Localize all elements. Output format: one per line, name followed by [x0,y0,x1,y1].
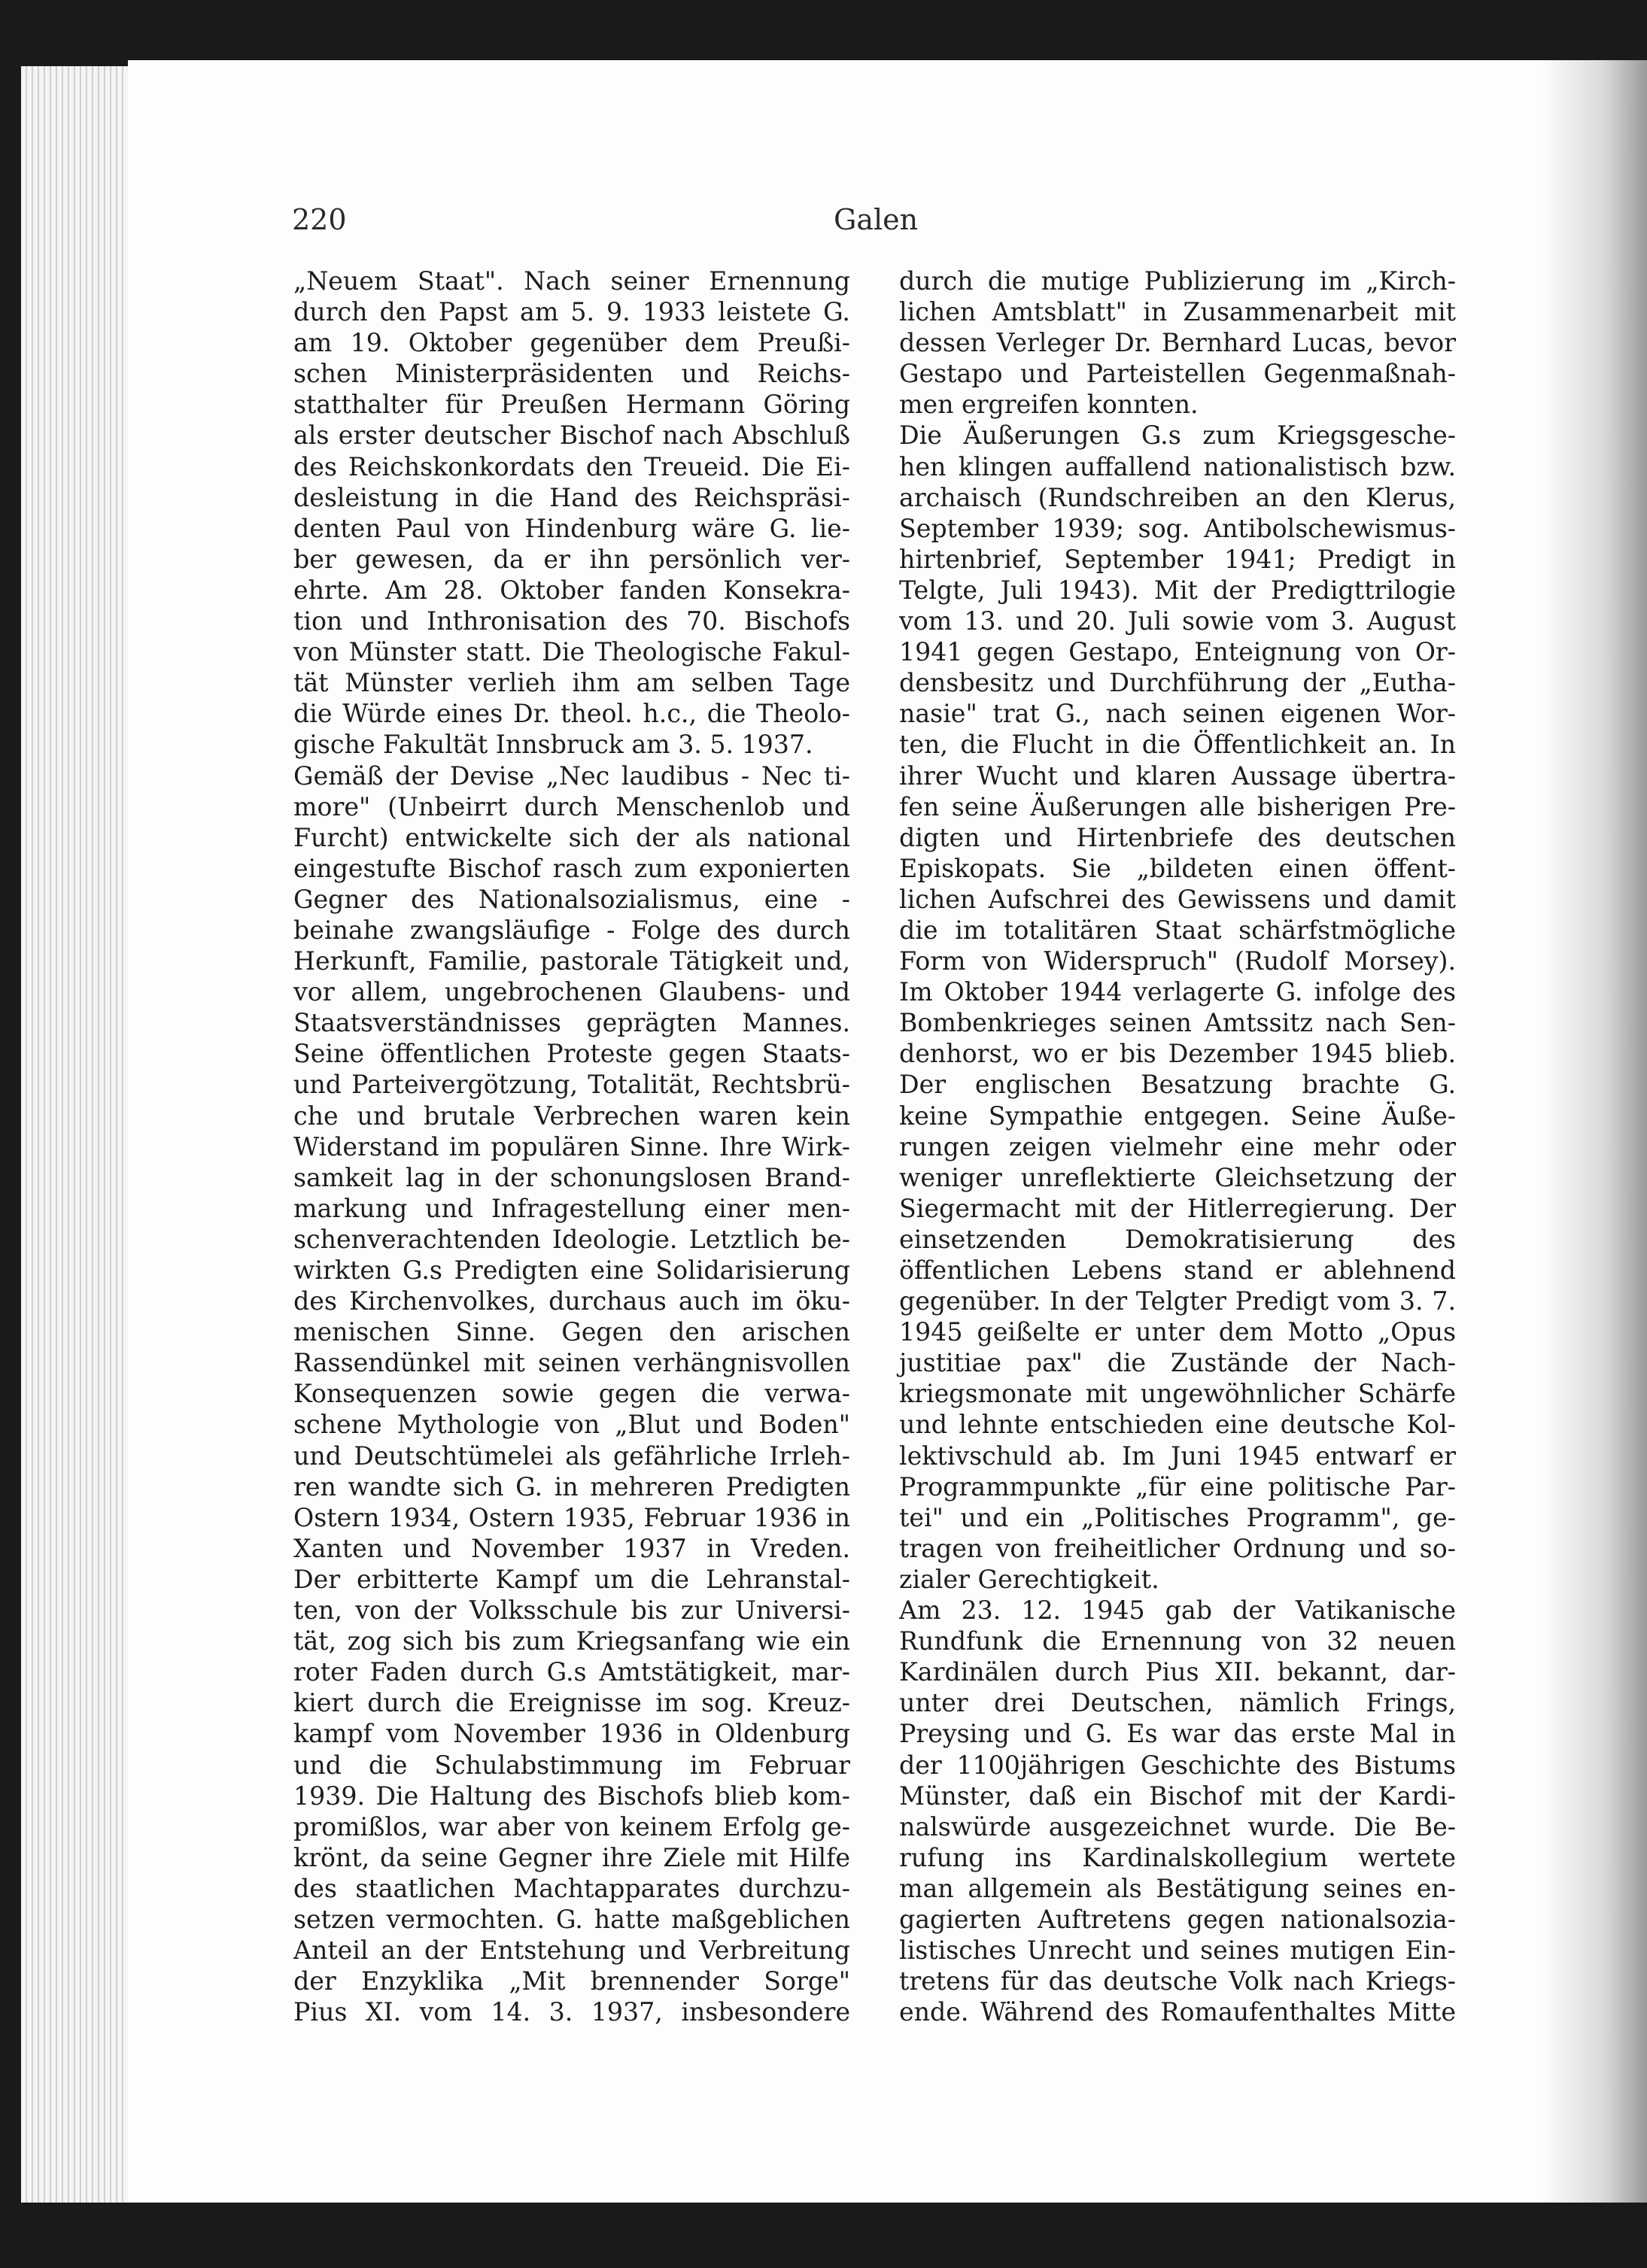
text-line: ber gewesen, da er ihn persönlich ver- [293,544,850,574]
text-line: Ostern 1934, Ostern 1935, Februar 1936 in [293,1502,850,1532]
text-line: 1945 geißelte er unter dem Motto „Opus [899,1317,1456,1347]
text-line: Bombenkrieges seinen Amtssitz nach Sen- [899,1008,1456,1038]
text-line: man allgemein als Bestätigung seines en- [899,1873,1456,1903]
text-line: digten und Hirtenbriefe des deutschen [899,822,1456,852]
text-line: schenverachtenden Ideologie. Letztlich be- [293,1224,850,1254]
text-line: ten, von der Volksschule bis zur Universi- [293,1595,850,1626]
text-line: Rassendünkel mit seinen verhängnisvollen [293,1348,850,1378]
right-text-column [899,266,1456,2027]
text-line: ende. Während des Romaufenthaltes Mitte [899,1997,1456,2027]
text-line: ehrte. Am 28. Oktober fanden Konsekra- [293,575,850,605]
text-line: von Münster statt. Die Theologische Fakul- [293,637,850,667]
text-line: Kardinälen durch Pius XII. bekannt, dar- [899,1657,1456,1687]
text-line: der 1100jährigen Geschichte des Bistums [899,1750,1456,1780]
text-line: tei" und ein „Politisches Programm", ge- [899,1502,1456,1532]
text-line: und Deutschtümelei als gefährliche Irrleh- [293,1441,850,1471]
text-line: denten Paul von Hindenburg wäre G. lie- [293,513,850,543]
text-line: desleistung in die Hand des Reichspräsi- [293,482,850,512]
text-line: Der erbitterte Kampf um die Lehranstal- [293,1564,850,1594]
text-line: Episkopats. Sie „bildeten einen öffent- [899,853,1456,883]
text-line: rufung ins Kardinalskollegium wertete [899,1842,1456,1872]
text-line: setzen vermochten. G. hatte maßgeblichen [293,1904,850,1934]
text-line: unter drei Deutschen, nämlich Frings, [899,1688,1456,1718]
text-line: dessen Verleger Dr. Bernhard Lucas, bevor [899,328,1456,358]
text-line: denhorst, wo er bis Dezember 1945 blieb. [899,1039,1456,1069]
text-line: justitiae pax" die Zustände der Nach- [899,1348,1456,1378]
text-line: keine Sympathie entgegen. Seine Äuße- [899,1101,1456,1131]
text-line: Telgte, Juli 1943). Mit der Predigttrilogie [899,575,1456,605]
text-line: schen Ministerpräsidenten und Reichs- [293,359,850,389]
text-line: Der englischen Besatzung brachte G. [899,1070,1456,1100]
text-line: ihrer Wucht und klaren Aussage übertra- [899,761,1456,791]
text-line: archaisch (Rundschreiben an den Klerus, [899,482,1456,512]
text-line: gegenüber. In der Telgter Predigt vom 3. 7. [899,1286,1456,1316]
text-line: Furcht) entwickelte sich der als national [293,822,850,852]
text-line: am 19. Oktober gegenüber dem Preußi- [293,328,850,358]
text-line: lichen Aufschrei des Gewissens und damit [899,884,1456,914]
text-line: hen klingen auffallend nationalistisch bzw. [899,451,1456,481]
text-line: der Enzyklika „Mit brennender Sorge" [293,1966,850,1996]
text-line: weniger unreflektierte Gleichsetzung der [899,1162,1456,1192]
text-line: statthalter für Preußen Hermann Göring [293,390,850,420]
text-line: Form von Widerspruch" (Rudolf Morsey). [899,946,1456,976]
text-line: roter Faden durch G.s Amtstätigkeit, mar- [293,1657,850,1687]
text-line: die im totalitären Staat schärfstmögliche [899,915,1456,945]
text-line: krönt, da seine Gegner ihre Ziele mit Hilfe [293,1842,850,1872]
text-line: che und brutale Verbrechen waren kein [293,1101,850,1131]
text-line: Widerstand im populären Sinne. Ihre Wirk- [293,1131,850,1161]
book-page-edges [21,66,141,2203]
text-line: Konsequenzen sowie gegen die verwa- [293,1379,850,1409]
text-line: Pius XI. vom 14. 3. 1937, insbesondere [293,1997,850,2027]
running-title: Galen [834,203,919,236]
text-line: Staatsverständnisses geprägten Mannes. [293,1008,850,1038]
text-line: vor allem, ungebrochenen Glaubens- und [293,977,850,1007]
book-spine-shadow [1542,60,1647,2203]
text-line: des Reichskonkordats den Treueid. Die Ei- [293,451,850,481]
text-line: Seine öffentlichen Proteste gegen Staats- [293,1039,850,1069]
text-line: tretens für das deutsche Volk nach Kriegs- [899,1966,1456,1996]
text-line: nalswürde ausgezeichnet wurde. Die Be- [899,1811,1456,1841]
text-line: kampf vom November 1936 in Oldenburg [293,1719,850,1749]
text-line: listisches Unrecht und seines mutigen Ein- [899,1936,1456,1966]
text-line: promißlos, war aber von keinem Erfolg ge- [293,1811,850,1841]
text-line: Siegermacht mit der Hitlerregierung. Der [899,1193,1456,1223]
text-line: nasie" trat G., nach seinen eigenen Wor- [899,699,1456,729]
text-line: als erster deutscher Bischof nach Abschluß [293,421,850,451]
text-line: und Parteivergötzung, Totalität, Rechtsbrü- [293,1070,850,1100]
text-line: fen seine Äußerungen alle bisherigen Pre- [899,791,1456,821]
text-line: rungen zeigen vielmehr eine mehr oder [899,1131,1456,1161]
text-line: vom 13. und 20. Juli sowie vom 3. August [899,606,1456,636]
text-line: Xanten und November 1937 in Vreden. [293,1533,850,1563]
text-line: Münster, daß ein Bischof mit der Kardi- [899,1781,1456,1811]
text-line: Die Äußerungen G.s zum Kriegsgesche- [899,421,1456,451]
text-line: September 1939; sog. Antibolschewismus- [899,513,1456,543]
text-line: 1939. Die Haltung des Bischofs blieb kom- [293,1781,850,1811]
text-line: kriegsmonate mit ungewöhnlicher Schärfe [899,1379,1456,1409]
text-line: tät, zog sich bis zum Kriegsanfang wie ein [293,1626,850,1656]
text-line: lichen Amtsblatt" in Zusammenarbeit mit [899,297,1456,327]
text-line: und die Schulabstimmung im Februar [293,1750,850,1780]
text-line: markung und Infragestellung einer men- [293,1193,850,1223]
text-line: des staatlichen Machtapparates durchzu- [293,1873,850,1903]
text-line: gische Fakultät Innsbruck am 3. 5. 1937. [293,730,813,760]
text-line: einsetzenden Demokratisierung des [899,1224,1456,1254]
text-line: „Neuem Staat". Nach seiner Ernennung [293,266,850,296]
text-line: ren wandte sich G. in mehreren Predigten [293,1471,850,1501]
text-line: tragen von freiheitlicher Ordnung und so- [899,1533,1456,1563]
text-line: Im Oktober 1944 verlagerte G. infolge des [899,977,1456,1007]
text-line: gagierten Auftretens gegen nationalsozia- [899,1904,1456,1934]
text-line: Herkunft, Familie, pastorale Tätigkeit und, [293,946,850,976]
text-line: des Kirchenvolkes, durchaus auch im öku- [293,1286,850,1316]
text-line: beinahe zwangsläufige - Folge des durch [293,915,850,945]
text-line: tät Münster verlieh ihm am selben Tage [293,668,850,698]
text-line: öffentlichen Lebens stand er ablehnend [899,1255,1456,1285]
text-line: zialer Gerechtigkeit. [899,1564,1159,1594]
text-line: more" (Unbeirrt durch Menschenlob und [293,791,850,821]
text-line: densbesitz und Durchführung der „Eutha- [899,668,1456,698]
text-line: durch den Papst am 5. 9. 1933 leistete G. [293,297,850,327]
text-line: tion und Inthronisation des 70. Bischofs [293,606,850,636]
text-line: samkeit lag in der schonungslosen Brand- [293,1162,850,1192]
text-line: Anteil an der Entstehung und Verbreitung [293,1936,850,1966]
text-line: und lehnte entschieden eine deutsche Kol- [899,1410,1456,1440]
text-line: wirkten G.s Predigten eine Solidarisierung [293,1255,850,1285]
text-line: Programmpunkte „für eine politische Par- [899,1471,1456,1501]
text-line: lektivschuld ab. Im Juni 1945 entwarf er [899,1441,1456,1471]
text-line: Am 23. 12. 1945 gab der Vatikanische [899,1595,1456,1626]
text-line: die Würde eines Dr. theol. h.c., die Theolo- [293,699,850,729]
text-line: Gestapo und Parteistellen Gegenmaßnah- [899,359,1456,389]
text-line: ten, die Flucht in die Öffentlichkeit an. In [899,730,1456,760]
text-line: Gegner des Nationalsozialismus, eine - [293,884,850,914]
page-number: 220 [292,203,347,236]
left-text-column [293,266,850,2027]
text-line: 1941 gegen Gestapo, Enteignung von Or- [899,637,1456,667]
text-line: Preysing und G. Es war das erste Mal in [899,1719,1456,1749]
text-line: schene Mythologie von „Blut und Boden" [293,1410,850,1440]
text-line: men ergreifen konnten. [899,390,1199,420]
text-line: menischen Sinne. Gegen den arischen [293,1317,850,1347]
text-line: Rundfunk die Ernennung von 32 neuen [899,1626,1456,1656]
text-line: hirtenbrief, September 1941; Predigt in [899,544,1456,574]
text-line: eingestufte Bischof rasch zum exponierten [293,853,850,883]
text-line: Gemäß der Devise „Nec laudibus - Nec ti- [293,761,850,791]
text-line: kiert durch die Ereignisse im sog. Kreuz- [293,1688,850,1718]
text-line: durch die mutige Publizierung im „Kirch- [899,266,1456,296]
